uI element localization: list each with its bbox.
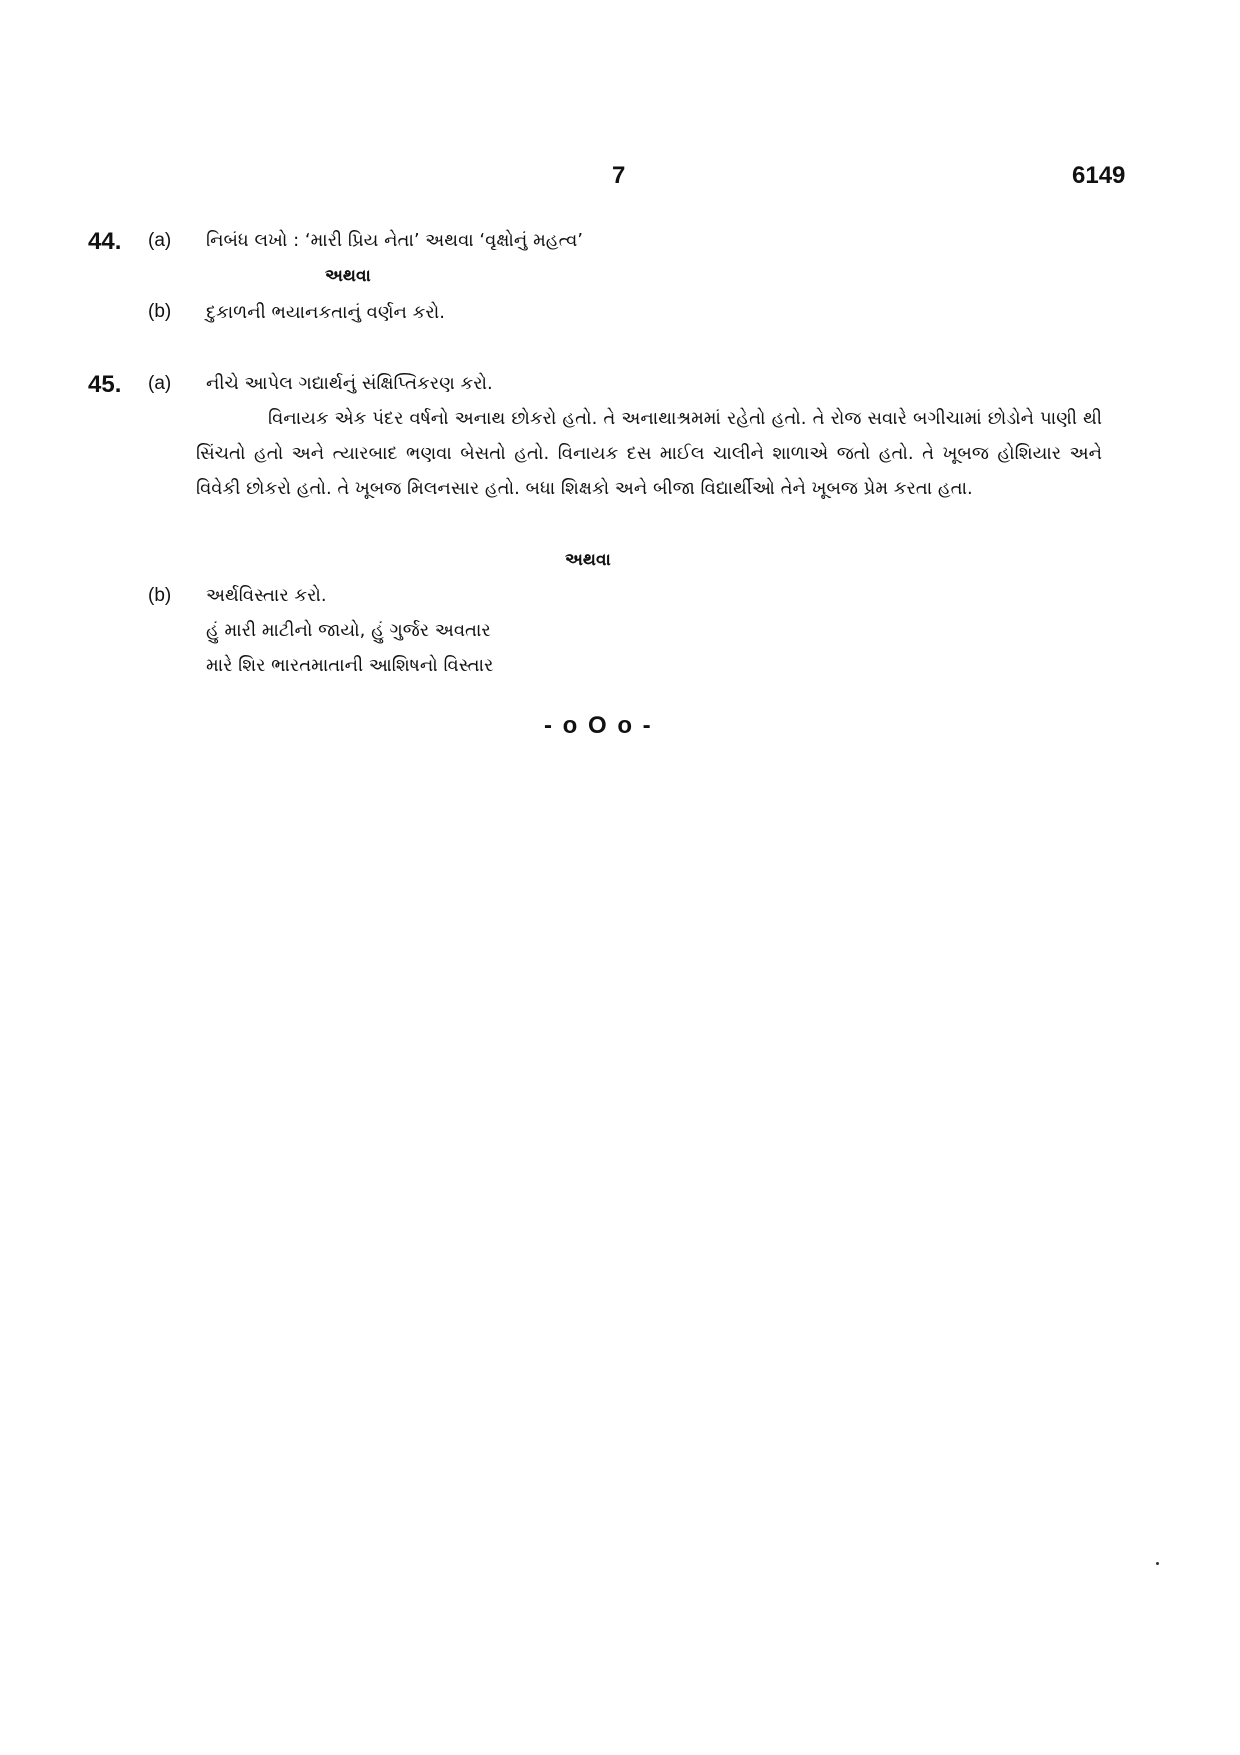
- question-44-or: અથવા: [325, 266, 371, 286]
- end-of-paper-mark: - o O o -: [544, 712, 653, 739]
- question-45b-text: અર્થવિસ્તાર કરો.: [206, 585, 327, 606]
- stray-dot: [1156, 1562, 1159, 1565]
- question-45b-verse-line-2: મારે શિર ભારતમાતાની આશિષનો વિસ્તાર: [206, 655, 494, 676]
- question-45-or: અથવા: [565, 550, 611, 570]
- question-45a-text: નીચે આપેલ ગદ્યાર્થનું સંક્ષિપ્તિકરણ કરો.: [206, 373, 493, 394]
- question-45-number: 45.: [88, 371, 122, 398]
- question-44-number: 44.: [88, 228, 122, 255]
- page-number: 7: [612, 162, 626, 189]
- question-44b-text: દુકાળની ભયાનકતાનું વર્ણન કરો.: [206, 302, 445, 323]
- paper-code: 6149: [1072, 162, 1126, 189]
- question-44a-label: (a): [148, 230, 172, 251]
- question-45a-label: (a): [148, 373, 172, 394]
- question-45a-passage: વિનાયક એક પંદર વર્ષનો અનાથ છોકરો હતો. તે અનાથાશ્રમમાં રહેતો હતો. તે રોજ સવારે બગીચામાં છોડોને પાણી થી સિંચતો હતો અને ત્યારબાદ ભણવા બેસતો હતો. વિનાયક દસ માઈલ ચાલીને શાળાએ જતો હતો. તે ખૂબજ હોશિયાર અને વિવેકી છોકરો હતો. તે ખૂબજ મિલનસાર હતો. બધા શિક્ષકો અને બીજા વિદ્યાર્થીઓ તેને ખૂબજ પ્રેમ કરતા હતા.: [196, 408, 1102, 499]
- question-44a-text: નિબંધ લખો : ‘મારી પ્રિય નેતા’ અથવા ‘વૃક્ષોનું મહત્વ’: [206, 230, 584, 251]
- question-45b-label: (b): [148, 585, 172, 606]
- question-44b-label: (b): [148, 301, 172, 322]
- question-45b-verse-line-1: હું મારી માટીનો જાયો, હું ગુર્જર અવતાર: [206, 620, 491, 641]
